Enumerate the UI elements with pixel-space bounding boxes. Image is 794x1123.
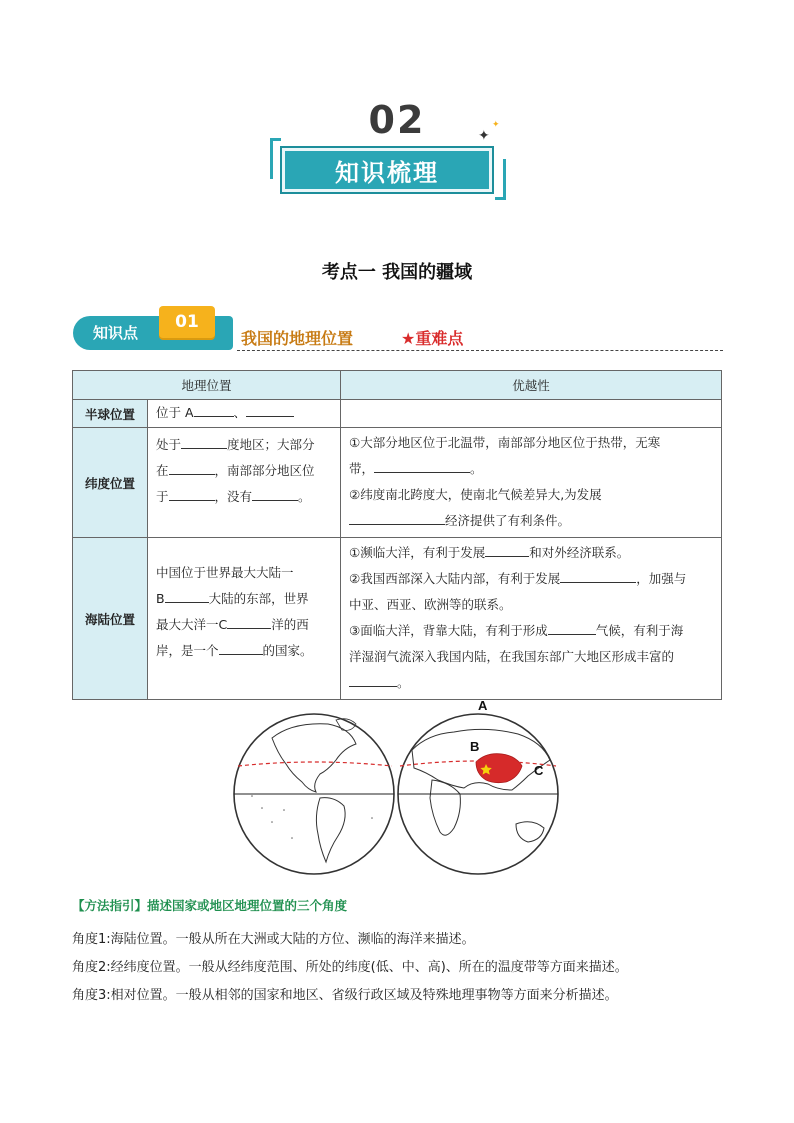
cell-text: 中亚、西亚、欧洲等的联系。 bbox=[349, 597, 512, 612]
fill-blank[interactable] bbox=[194, 402, 234, 417]
method-line: 角度2:经纬度位置。一般从经纬度范围、所处的纬度(低、中、高)、所在的温度带等方面来描述。 bbox=[72, 960, 628, 975]
cell-text: 度地区；大部分 bbox=[227, 437, 315, 452]
table-row bbox=[73, 428, 722, 538]
method-guide-title: 【方法指引】描述国家或地区地理位置的三个角度 bbox=[72, 898, 348, 913]
cell-text: ②纬度南北跨度大，使南北气候差异大,为发展 bbox=[349, 487, 602, 502]
cell-text: 。 bbox=[298, 489, 311, 504]
cell-text: 。 bbox=[470, 461, 483, 476]
knowledge-point-header bbox=[73, 306, 723, 354]
cell-text: ，南部部分地区位 bbox=[214, 463, 315, 478]
fill-blank[interactable] bbox=[181, 434, 227, 449]
table-row bbox=[73, 400, 722, 428]
fill-blank[interactable] bbox=[349, 510, 445, 525]
cell-text: 中国位于世界最大大陆一 bbox=[156, 565, 294, 580]
sparkle-icon: ✦ bbox=[478, 128, 490, 144]
cell-text: 和对外经济联系。 bbox=[529, 545, 630, 560]
world-hemispheres-map bbox=[232, 698, 562, 882]
fill-blank[interactable] bbox=[227, 614, 271, 629]
cell-text: 处于 bbox=[156, 437, 182, 452]
cell-text: ①大部分地区位于北温带，南部部分地区位于热带，无寒 bbox=[349, 435, 661, 450]
cell-text: ，加强与 bbox=[636, 571, 687, 586]
land-sea-position-cell bbox=[148, 538, 341, 700]
map-label-c: C bbox=[534, 763, 544, 778]
fill-blank[interactable] bbox=[548, 620, 596, 635]
column-header-position: 地理位置 bbox=[73, 371, 341, 400]
cell-text: 于 bbox=[156, 489, 169, 504]
cell-text: 。 bbox=[397, 675, 410, 690]
difficulty-badge: ★重难点 bbox=[401, 329, 464, 348]
geo-position-table bbox=[72, 370, 722, 700]
cell-text: 的国家。 bbox=[262, 643, 313, 658]
cell-text: 经济提供了有利条件。 bbox=[445, 513, 571, 528]
column-header-advantage: 优越性 bbox=[341, 371, 722, 400]
hemisphere-advantage-cell bbox=[341, 400, 722, 428]
cell-text: 大陆的东部，世界 bbox=[208, 591, 309, 606]
bracket-right bbox=[495, 159, 506, 200]
section-title: 知识梳理 bbox=[335, 158, 439, 187]
cell-text: 气候，有利于海 bbox=[595, 623, 684, 638]
sparkle-small-icon: ✦ bbox=[492, 120, 500, 130]
cell-text: 位于 A bbox=[156, 405, 194, 420]
eastern-hemisphere bbox=[398, 714, 558, 874]
fill-blank[interactable] bbox=[252, 486, 298, 501]
fill-blank[interactable] bbox=[169, 460, 215, 475]
knowledge-point-label: 知识点 bbox=[93, 324, 139, 342]
section-number: 02 bbox=[368, 98, 426, 142]
map-label-b: B bbox=[470, 739, 480, 754]
cell-text: ②我国西部深入大陆内部，有利于发展 bbox=[349, 571, 561, 586]
cell-text: 洋湿润气流深入我国内陆，在我国东部广大地区形成丰富的 bbox=[349, 649, 675, 664]
cell-text: ，没有 bbox=[214, 489, 253, 504]
cell-text: 岸，是一个 bbox=[156, 643, 219, 658]
fill-blank[interactable] bbox=[169, 486, 215, 501]
cell-text: 洋的西 bbox=[271, 617, 309, 632]
table-row bbox=[73, 538, 722, 700]
latitude-position-cell bbox=[148, 428, 341, 538]
fill-blank[interactable] bbox=[165, 588, 209, 603]
topic-title: 考点一 我国的疆域 bbox=[321, 262, 473, 283]
map-label-a: A bbox=[478, 698, 488, 713]
western-hemisphere bbox=[234, 714, 394, 874]
cell-text: 、 bbox=[233, 405, 247, 420]
knowledge-point-heading: 我国的地理位置 bbox=[241, 329, 354, 348]
fill-blank[interactable] bbox=[485, 542, 529, 557]
cell-text: ①濒临大洋，有利于发展 bbox=[349, 545, 486, 560]
fill-blank[interactable] bbox=[560, 568, 636, 583]
land-sea-advantage-cell bbox=[341, 538, 722, 700]
fill-blank[interactable] bbox=[219, 640, 263, 655]
knowledge-point-number: 01 bbox=[159, 306, 215, 338]
fill-blank[interactable] bbox=[374, 458, 470, 473]
cell-text: 在 bbox=[156, 463, 169, 478]
cell-text: B bbox=[156, 591, 165, 606]
row-label-hemisphere: 半球位置 bbox=[73, 400, 148, 428]
fill-blank[interactable] bbox=[246, 402, 294, 417]
table-header-row bbox=[73, 371, 722, 400]
cell-text: 带， bbox=[349, 461, 375, 476]
method-line: 角度3:相对位置。一般从相邻的国家和地区、省级行政区域及特殊地理事物等方面来分析描述。 bbox=[72, 988, 618, 1003]
method-line: 角度1:海陆位置。一般从所在大洲或大陆的方位、濒临的海洋来描述。 bbox=[72, 932, 475, 947]
fill-blank[interactable] bbox=[349, 672, 397, 687]
row-label-land-sea: 海陆位置 bbox=[73, 538, 148, 700]
cell-text: ③面临大洋，背靠大陆，有利于形成 bbox=[349, 623, 548, 638]
hemisphere-position-cell bbox=[148, 400, 341, 428]
section-badge bbox=[270, 138, 506, 200]
cell-text: 最大大洋一C bbox=[156, 617, 228, 632]
dashed-divider bbox=[237, 350, 723, 351]
latitude-advantage-cell bbox=[341, 428, 722, 538]
row-label-latitude: 纬度位置 bbox=[73, 428, 148, 538]
section-title-box bbox=[280, 146, 494, 194]
